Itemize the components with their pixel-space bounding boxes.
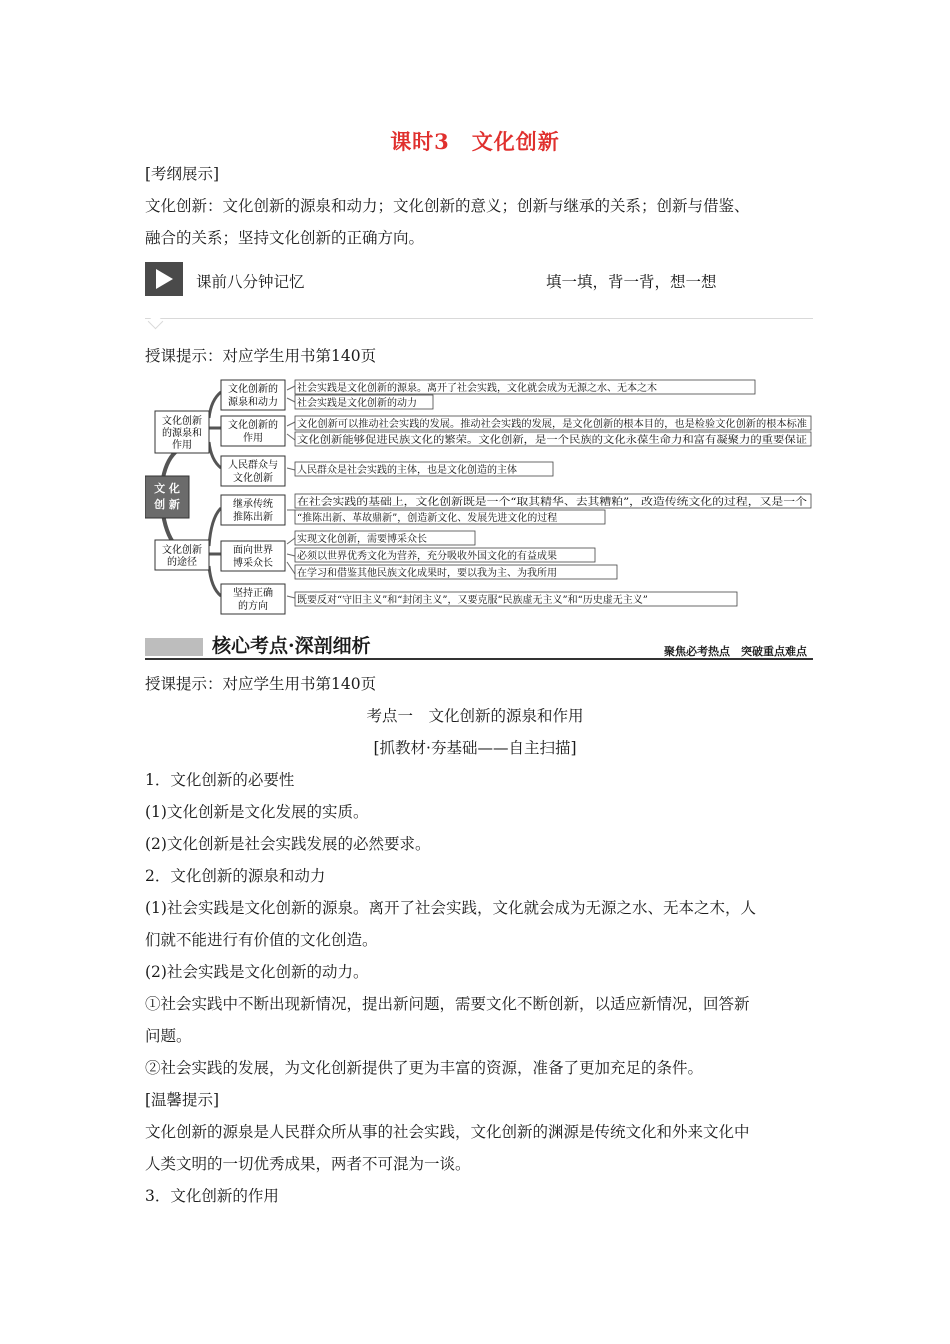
mindmap-c2b: 文化创新能够促进民族文化的繁荣。文化创新，是一个民族的文化永葆生命力和富有凝聚力的重要保证 [297,435,747,446]
mindmap-root-line2: 创 新 [154,498,180,511]
mindmap-c2a: 文化创新可以推动社会实践的发展。推动社会实践的发展，是文化创新的根本目的，也是检验文化创新的根本标准 [297,419,797,430]
mindmap-branch2-line1: 文化创新 [162,545,202,556]
mindmap-branch2-line2: 的途径 [167,557,197,568]
core-section-title: 核心考点·深剖细析 [212,635,371,657]
lesson-hint-2: 授课提示：对应学生用书第140页 [145,675,377,693]
mindmap-c6: 既要反对“守旧主义”和“封闭主义”，又要克服“民族虚无主义”和“历史虚无主义” [297,595,648,606]
section-2-item-1-line1: (1)社会实践是文化创新的源泉。离开了社会实践，文化就会成为无源之水、无本之木，人 [145,899,756,917]
mindmap-sub4-line2: 推陈出新 [233,512,273,523]
mindmap-sub4-line1: 继承传统 [233,499,273,510]
section-1-item-2: (2)文化创新是社会实践发展的必然要求。 [145,835,431,853]
mindmap-sub1-line1: 文化创新的 [228,384,278,395]
mindmap-branch1-line2: 的源泉和 [162,428,202,439]
mindmap-sub1-line2: 源泉和动力 [228,397,278,408]
section-2-point-1-line2: 问题。 [145,1027,192,1045]
exam-outline-line1: 文化创新：文化创新的源泉和动力；文化创新的意义；创新与继承的关系；创新与借鉴、 [145,197,750,215]
section-2-point-1-line1: ①社会实践中不断出现新情况，提出新问题，需要文化不断创新，以适应新情况，回答新 [145,995,750,1013]
exam-outline-label: [考纲展示] [145,165,220,183]
exam-outline-line2: 融合的关系；坚持文化创新的正确方向。 [145,229,425,247]
banner-left-text: 课前八分钟记忆 [196,273,305,291]
lesson-hint: 授课提示：对应学生用书第140页 [145,347,377,365]
section-3-heading: 3．文化创新的作用 [145,1187,279,1205]
mindmap-root-line1: 文 化 [154,482,180,495]
mindmap-sub6-line2: 的方向 [238,601,268,612]
mindmap-branch1-line3: 作用 [172,440,192,451]
mindmap-sub3-line2: 文化创新 [233,473,273,484]
section-2-item-2: (2)社会实践是文化创新的动力。 [145,963,369,981]
mindmap-c1b: 社会实践是文化创新的动力 [297,398,417,409]
play-icon [145,262,183,296]
core-section-rule [145,658,813,660]
section-1-heading: 1．文化创新的必要性 [145,771,295,789]
mindmap-c5a: 实现文化创新，需要博采众长 [297,534,427,545]
mindmap-sub5-line1: 面向世界 [233,545,273,556]
mindmap-c5c: 在学习和借鉴其他民族文化成果时，要以我为主、为我所用 [297,568,557,579]
core-section-bar [145,638,203,656]
mindmap-c1a: 社会实践是文化创新的源泉。离开了社会实践，文化就会成为无源之水、无本之木 [297,383,657,394]
section-2-item-1-line2: 们就不能进行有价值的文化创造。 [145,931,378,949]
page-title: 课时3 文化创新 [390,129,560,154]
banner-right-text: 填一填，背一背，想一想 [546,273,717,291]
section-2-heading: 2．文化创新的源泉和动力 [145,867,326,885]
point-title: 考点一 文化创新的源泉和作用 [366,707,584,725]
tip-line1: 文化创新的源泉是人民群众所从事的社会实践，文化创新的渊源是传统文化和外来文化中 [145,1123,750,1141]
mindmap-branch1-line1: 文化创新 [162,416,202,427]
mindmap-sub5-line2: 博采众长 [233,558,273,569]
section-2-point-2: ②社会实践的发展，为文化创新提供了更为丰富的资源，准备了更加充足的条件。 [145,1059,704,1077]
mindmap-c3: 人民群众是社会实践的主体，也是文化创造的主体 [297,465,517,476]
banner-divider [145,318,813,319]
mindmap-sub6-line1: 坚持正确 [233,588,273,599]
mindmap-sub2-line2: 作用 [243,433,263,444]
mindmap-c5b: 必须以世界优秀文化为营养，充分吸收外国文化的有益成果 [297,551,557,562]
mindmap-c4a: 在社会实践的基础上，文化创新既是一个“取其精华、去其糟粕”，改造传统文化的过程，又是一个 [297,497,728,508]
point-subtitle: [抓教材·夯基础——自主扫描] [373,739,577,757]
mindmap-sub3-line1: 人民群众与 [228,460,278,471]
mind-map [145,378,813,616]
core-section-tagline: 聚焦必考热点 突破重点难点 [664,645,807,658]
tip-line2: 人类文明的一切优秀成果，两者不可混为一谈。 [145,1155,471,1173]
divider-notch [148,314,164,330]
section-1-item-1: (1)文化创新是文化发展的实质。 [145,803,369,821]
mindmap-c4b: “推陈出新、革故鼎新”，创造新文化、发展先进文化的过程 [297,513,558,524]
mindmap-sub2-line1: 文化创新的 [228,420,278,431]
tip-label: [温馨提示] [145,1091,220,1109]
